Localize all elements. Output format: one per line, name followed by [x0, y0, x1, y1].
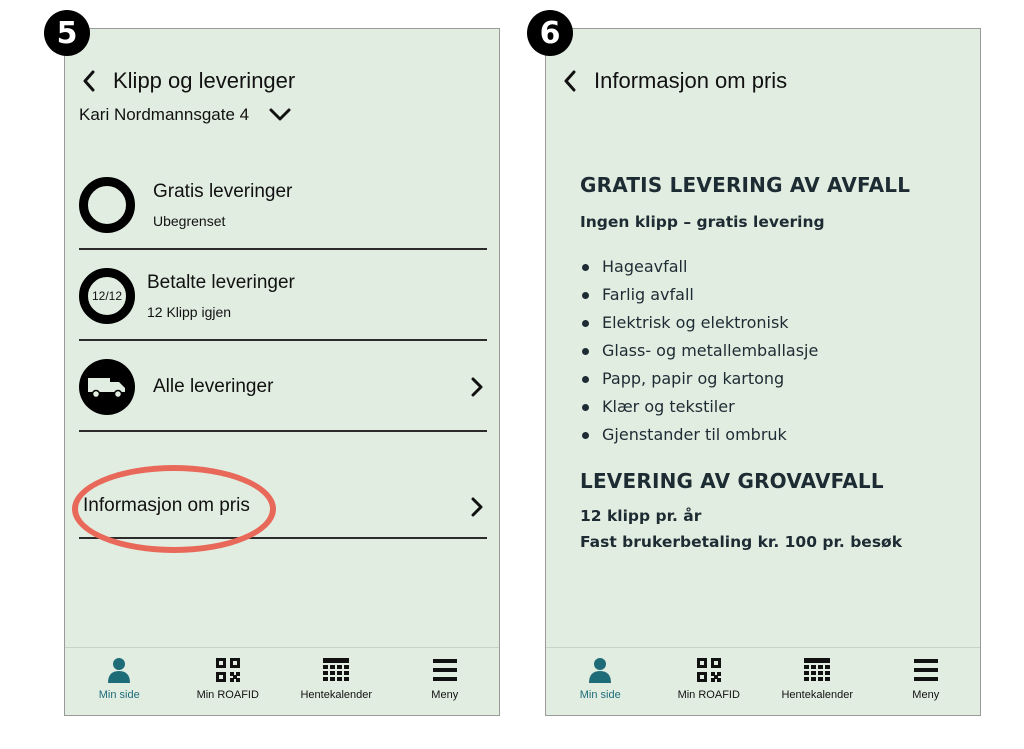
tab-bar [65, 647, 499, 715]
info-pris-row[interactable] [79, 479, 487, 539]
clip-count-text: 12 klipp pr. år [580, 507, 702, 525]
chevron-right-icon [469, 376, 485, 398]
clip-count-badge: 12/12 [91, 289, 123, 303]
tab-label: Min ROAFID [196, 689, 259, 701]
item-title: Alle leveringer [153, 376, 274, 397]
tab-label: Min ROAFID [677, 689, 740, 701]
person-icon [588, 656, 612, 684]
tab-min-side[interactable] [546, 648, 655, 715]
chevron-left-icon [563, 70, 577, 92]
page-title: Informasjon om pris [594, 68, 788, 93]
tab-label: Hentekalender [781, 689, 854, 701]
address-label: Kari Nordmannsgate 4 [79, 105, 250, 124]
list-item: Elektrisk og elektronisk [580, 309, 960, 337]
list-item-betalte-leveringer[interactable] [79, 251, 487, 341]
fee-text: Fast brukerbetaling kr. 100 pr. besøk [580, 533, 903, 551]
calendar-icon [323, 656, 349, 684]
tab-hentekalender[interactable] [763, 648, 872, 715]
list-item: Gjenstander til ombruk [580, 421, 960, 449]
tab-label: Meny [912, 689, 940, 701]
list-item-alle-leveringer[interactable] [79, 342, 487, 432]
tab-label: Meny [431, 689, 459, 701]
item-subtitle: Ubegrenset [153, 213, 226, 229]
list-item: Papp, papir og kartong [580, 365, 960, 393]
section-heading-grovavfall: LEVERING AV GROVAVFALL [580, 469, 884, 493]
item-title: Betalte leveringer [147, 272, 295, 293]
screen-informasjon-om-pris [545, 28, 981, 716]
item-title: Gratis leveringer [153, 181, 293, 202]
tab-min-side[interactable] [65, 648, 174, 715]
step-badge-5: 5 [44, 10, 90, 56]
menu-icon [433, 656, 457, 684]
chevron-left-icon [82, 70, 96, 92]
step-badge-6: 6 [527, 10, 573, 56]
price-info-content [580, 173, 960, 551]
header [65, 65, 295, 97]
page-title: Klipp og leveringer [113, 68, 296, 93]
back-button[interactable] [558, 67, 582, 95]
tab-hentekalender[interactable] [282, 648, 391, 715]
qr-code-icon [697, 656, 721, 684]
back-button[interactable] [77, 67, 101, 95]
item-subtitle: 12 Klipp igjen [147, 304, 232, 320]
tab-min-roafid[interactable] [174, 648, 283, 715]
list-item: Hageavfall [580, 253, 960, 281]
header [546, 65, 787, 97]
chevron-right-icon [469, 496, 485, 518]
section-subheading-gratis: Ingen klipp – gratis levering [580, 213, 825, 231]
divider [79, 430, 487, 432]
clip-count-ring-icon [79, 268, 135, 324]
truck-icon [79, 359, 135, 415]
tab-meny[interactable] [391, 648, 500, 715]
address-selector[interactable] [79, 105, 291, 125]
divider [79, 339, 487, 341]
list-item: Glass- og metallemballasje [580, 337, 960, 365]
list-item: Klær og tekstiler [580, 393, 960, 421]
free-waste-list [580, 253, 960, 449]
tab-label: Min side [98, 689, 140, 701]
list-item: Farlig avfall [580, 281, 960, 309]
tab-bar [546, 647, 980, 715]
tab-min-roafid[interactable] [655, 648, 764, 715]
calendar-icon [804, 656, 830, 684]
qr-code-icon [216, 656, 240, 684]
tab-label: Hentekalender [300, 689, 373, 701]
tab-label: Min side [579, 689, 621, 701]
info-pris-label: Informasjon om pris [83, 495, 250, 516]
section-heading-gratis: GRATIS LEVERING AV AVFALL [580, 173, 911, 197]
person-icon [107, 656, 131, 684]
divider [79, 248, 487, 250]
ring-icon [79, 177, 135, 233]
list-item-gratis-leveringer[interactable] [79, 160, 487, 250]
chevron-down-icon [269, 107, 291, 123]
menu-icon [914, 656, 938, 684]
screen-klipp-og-leveringer [64, 28, 500, 716]
tab-meny[interactable] [872, 648, 981, 715]
divider [79, 537, 487, 539]
